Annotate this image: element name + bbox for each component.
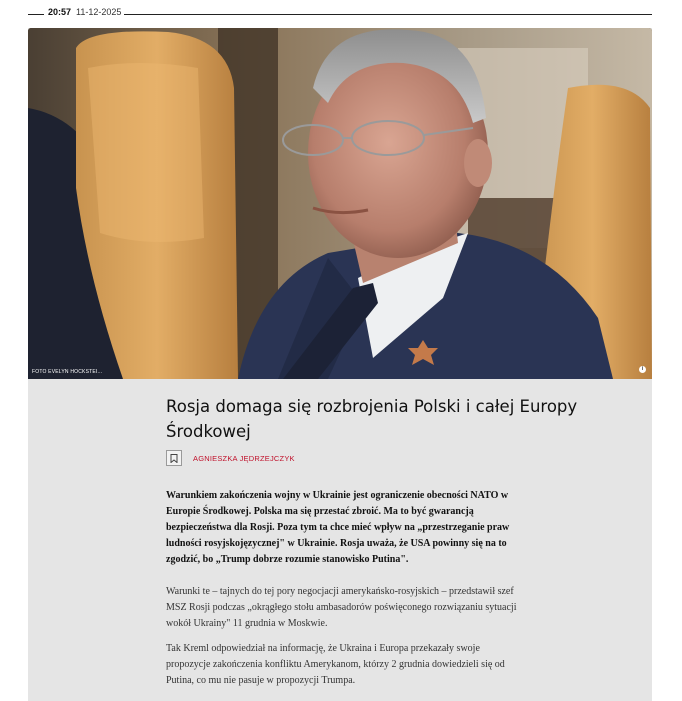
bookmark-button[interactable] (166, 450, 182, 466)
publish-time: 20:57 (48, 7, 72, 17)
hero-photo (28, 28, 652, 379)
hero-photo-illustration (28, 28, 652, 379)
divider (28, 14, 44, 15)
article-meta-bar (28, 6, 652, 22)
photo-credit: FOTO EVELYN HOCKSTEI... (32, 369, 103, 375)
divider (124, 14, 652, 15)
bookmark-icon (170, 454, 178, 463)
article-card (28, 28, 652, 701)
article-title: Rosja domaga się rozbrojenia Polski i całej Europy Środkowej (166, 397, 578, 441)
info-icon[interactable]: i (639, 366, 646, 373)
article-lead: Warunkiem zakończenia wojny w Ukrainie jest ograniczenie obecności NATO w Europie Środkowej. Polska ma się przestać zbroić. Ma to być gwarancją bezpieczeństwa dla Rosji. Poza tym ta chce mieć wpływ na „przestrzeganie praw ludności rosyjskojęzycznej" w Ukrainie. Rosja uważa, że USA powinny się na to zgodzić, bo „Trump dobrze rozumie stanowisko Putina". (166, 490, 510, 565)
author-link[interactable]: AGNIESZKA JĘDRZEJCZYK (193, 454, 295, 463)
article-paragraph: Tak Kreml odpowiedział na informację, że Ukraina i Europa przekazały swoje propozycje zakończenia konfliktu Amerykanom, którzy 2 grudnia dowiedzieli się od Putina, co mu nie pasuje w propozycji Trumpa. (166, 643, 505, 686)
publish-date: 11-12-2025 (76, 7, 122, 17)
article-paragraph: Warunki te – tajnych do tej pory negocjacji amerykańsko-rosyjskich – przedstawił szef MSZ Rosji podczas „okrągłego stołu ambasadorów poświęconego rozwiązaniu sytuacji wokół Ukrainy" 11 grudnia w Moskwie. (166, 586, 517, 629)
